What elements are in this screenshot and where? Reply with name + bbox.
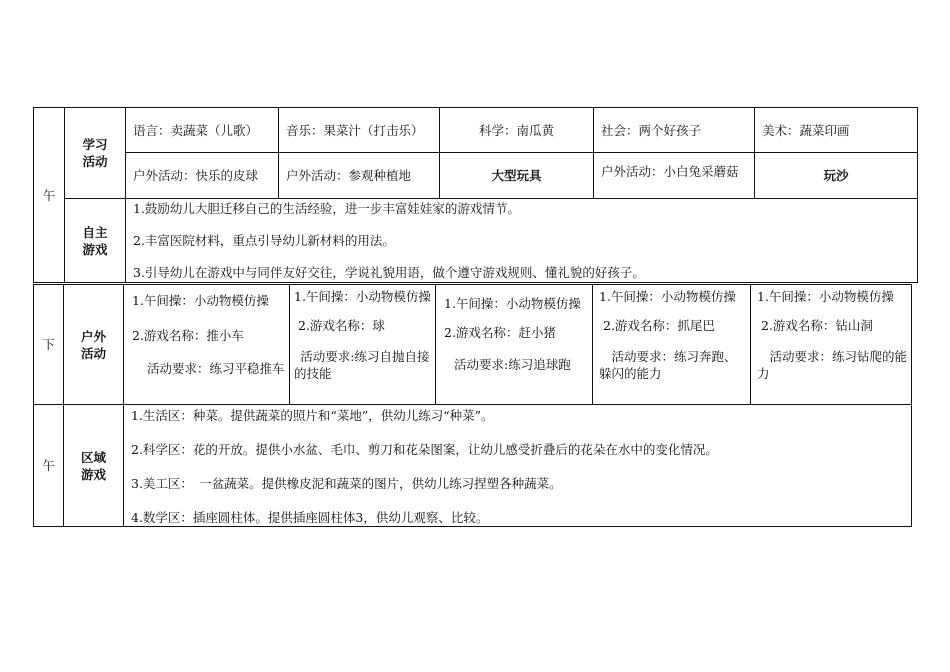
outdoor-am-tue: 户外活动：参观种植地 bbox=[279, 153, 440, 199]
area-play-label: 区域游戏 bbox=[64, 405, 124, 527]
outdoor-am-fri: 玩沙 bbox=[755, 153, 918, 199]
outdoor-pm-label: 户外活动 bbox=[64, 285, 124, 405]
study-tue: 音乐：果菜汁（打击乐） bbox=[279, 108, 440, 153]
afternoon-schedule-table bbox=[33, 284, 912, 527]
area-play-item: 1.生活区：种菜。提供蔬菜的照片和“菜地”，供幼儿练习“种菜”。 bbox=[131, 408, 494, 423]
free-play-label: 自主游戏 bbox=[65, 199, 126, 283]
morning-period-label: 午 bbox=[34, 108, 65, 283]
outdoor-pm-tue: 1.午间操：小动物模仿操 2.游戏名称：球 活动要求:练习自抛自接的技能 bbox=[290, 285, 436, 405]
outdoor-pm-fri: 1.午间操：小动物模仿操 2.游戏名称：钻山洞 活动要求：练习钻爬的能力 bbox=[751, 285, 912, 405]
outdoor-am-wed: 大型玩具 bbox=[440, 153, 594, 199]
study-thu: 社会：两个好孩子 bbox=[594, 108, 755, 153]
afternoon-period-label-2: 午 bbox=[34, 405, 64, 527]
area-play-content bbox=[124, 405, 912, 527]
study-wed: 科学：南瓜黄 bbox=[440, 108, 594, 153]
outdoor-pm-wed: 1.午间操：小动物模仿操 2.游戏名称：赶小猪 活动要求:练习追球跑 bbox=[436, 285, 593, 405]
free-play-item: 3.引导幼儿在游戏中与同伴友好交往，学说礼貌用语，做个遵守游戏规则、懂礼貌的好孩子。 bbox=[133, 265, 645, 280]
outdoor-am-mon: 户外活动：快乐的皮球 bbox=[126, 153, 279, 199]
study-activity-label: 学习活动 bbox=[65, 108, 126, 199]
afternoon-period-label-1: 下 bbox=[34, 285, 64, 405]
morning-schedule-table bbox=[33, 107, 918, 283]
outdoor-am-thu: 户外活动：小白兔采蘑菇 bbox=[594, 153, 755, 199]
area-play-item: 2.科学区：花的开放。提供小水盆、毛巾、剪刀和花朵图案，让幼儿感受折叠后的花朵在水中的变化情况。 bbox=[131, 442, 718, 457]
area-play-item: 3.美工区： 一盆蔬菜。提供橡皮泥和蔬菜的图片，供幼儿练习捏塑各种蔬菜。 bbox=[131, 476, 562, 491]
free-play-item: 2.丰富医院材料，重点引导幼儿新材料的用法。 bbox=[133, 233, 395, 248]
free-play-item: 1.鼓励幼儿大胆迁移自己的生活经验，进一步丰富娃娃家的游戏情节。 bbox=[133, 201, 520, 216]
free-play-content bbox=[126, 199, 918, 283]
area-play-item: 4.数学区：插座圆柱体。提供插座圆柱体3，供幼儿观察、比较。 bbox=[131, 510, 489, 525]
study-mon: 语言：卖蔬菜（儿歌） bbox=[126, 108, 279, 153]
outdoor-pm-mon: 1.午间操：小动物模仿操 2.游戏名称：推小车 活动要求：练习平稳推车 bbox=[124, 285, 290, 405]
study-fri: 美术：蔬菜印画 bbox=[755, 108, 918, 153]
outdoor-pm-thu: 1.午间操：小动物模仿操 2.游戏名称：抓尾巴 活动要求：练习奔跑、躲闪的能力 bbox=[593, 285, 751, 405]
